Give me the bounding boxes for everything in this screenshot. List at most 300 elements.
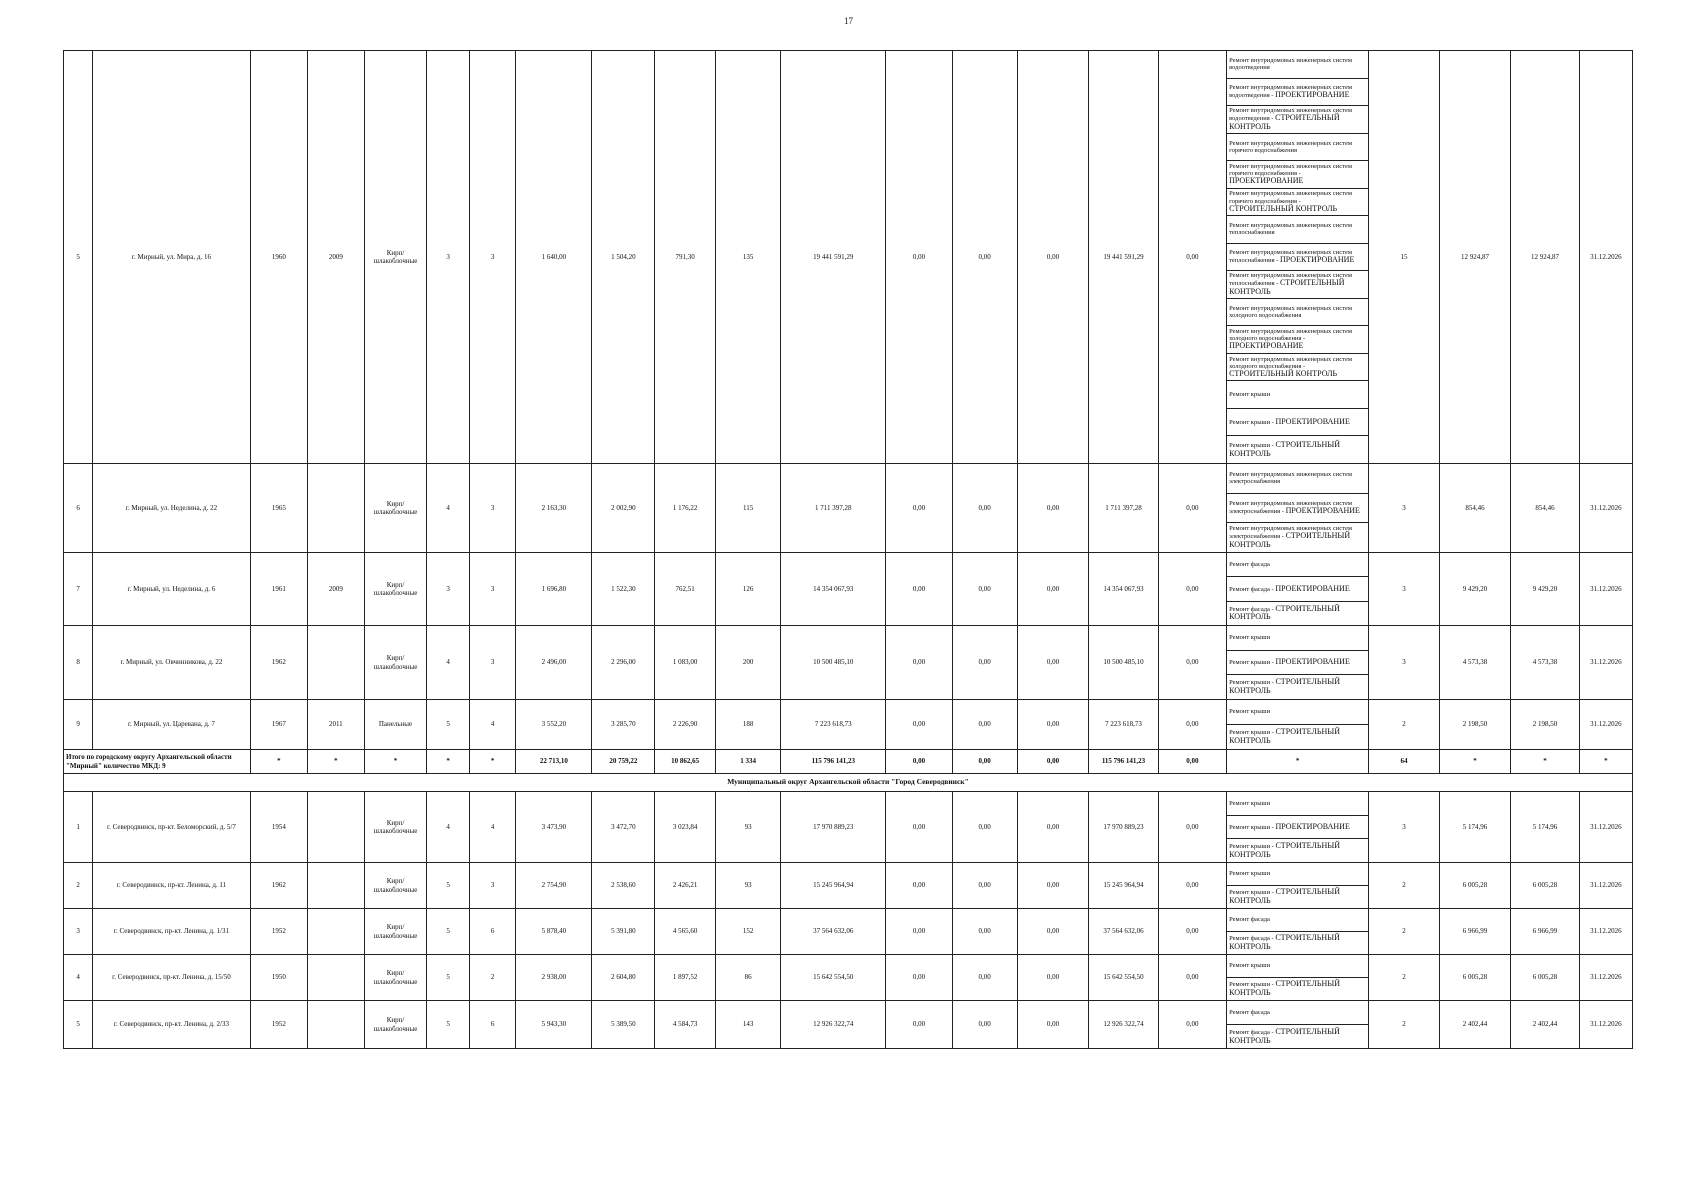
value-cell-s2: 3 472,70 (592, 792, 655, 863)
value-cell-s1: 2 754,90 (516, 863, 592, 909)
value-cell-people: 152 (716, 909, 781, 955)
address-cell: г. Мирный, ул. Царевана, д. 7 (93, 700, 250, 750)
value-cell-people: 86 (716, 955, 781, 1001)
value-cell-en: 6 (469, 1001, 516, 1049)
value-cell-cost: 15 245 964,94 (781, 863, 886, 909)
last-repair-year-cell (308, 1001, 364, 1049)
value-cell-f3: 0,00 (1017, 553, 1089, 626)
value-cell-f5: 0,00 (1158, 1001, 1226, 1049)
work-type-stage: ПРОЕКТИРОВАНИЕ (1285, 506, 1360, 516)
value-cell-f5: 0,00 (1158, 51, 1226, 464)
max-unit-cost-cell: 5 174,96 (1511, 792, 1579, 863)
max-unit-cost-cell: 9 429,20 (1511, 553, 1579, 626)
work-type-item (1227, 932, 1368, 954)
work-type-text: Ремонт фасада (1229, 561, 1270, 569)
work-type-item (1227, 161, 1368, 189)
work-type-item (1227, 354, 1368, 382)
value-cell-en: 2 (469, 955, 516, 1001)
value-cell-cost: 10 500 485,10 (781, 626, 886, 700)
work-type-item (1227, 700, 1368, 725)
value-cell-s2: 1 504,20 (592, 51, 655, 464)
work-type-text: Ремонт внутридомовых инженерных систем электроснабжения - (1229, 500, 1353, 516)
deadline-cell: 31.12.2026 (1579, 909, 1632, 955)
total-star-cell: * (427, 750, 469, 774)
work-type-text: Ремонт крыши (1229, 708, 1271, 716)
work-type-stage: СТРОИТЕЛЬНЫЙ КОНТРОЛЬ (1229, 677, 1341, 696)
work-type-text: Ремонт фасада (1229, 1008, 1270, 1016)
value-cell-cost: 17 970 889,23 (781, 792, 886, 863)
work-type-stage: СТРОИТЕЛЬНЫЙ КОНТРОЛЬ (1229, 727, 1341, 745)
work-type-item (1227, 863, 1368, 886)
work-type-item (1227, 626, 1368, 651)
work-type-item (1227, 816, 1368, 840)
work-type-item (1227, 244, 1368, 272)
work-type-stage: СТРОИТЕЛЬНЫЙ КОНТРОЛЬ (1229, 887, 1341, 905)
value-cell-f2: 0,00 (952, 464, 1017, 553)
work-count-cell: 3 (1369, 792, 1440, 863)
row-number-cell: 7 (64, 553, 93, 626)
work-type-text: Ремонт внутридомовых инженерных систем электроснабжения - (1229, 525, 1353, 541)
build-year-cell: 1967 (250, 700, 308, 750)
work-type-item (1227, 326, 1368, 354)
work-type-text: Ремонт внутридомовых инженерных систем теплоснабжения - (1229, 272, 1353, 288)
value-cell-fl: 4 (427, 626, 469, 700)
work-types-cell (1227, 863, 1369, 909)
total-row (64, 750, 1633, 774)
work-type-item (1227, 51, 1368, 79)
unit-cost-cell: 12 924,87 (1439, 51, 1511, 464)
deadline-cell: 31.12.2026 (1579, 792, 1632, 863)
value-cell-s1: 1 640,00 (516, 51, 592, 464)
value-cell-f1: 0,00 (886, 51, 952, 464)
work-type-text: Ремонт внутридомовых инженерных систем электроснабжения (1229, 471, 1353, 486)
total-star-cell: * (1439, 750, 1511, 774)
unit-cost-cell: 5 174,96 (1439, 792, 1511, 863)
last-repair-year-cell: 2011 (308, 700, 364, 750)
work-type-text: Ремонт внутридомовых инженерных систем горячего водоснабжения - (1229, 190, 1353, 205)
value-cell-f3: 0,00 (1017, 955, 1089, 1001)
unit-cost-cell: 854,46 (1439, 464, 1511, 553)
value-cell-s3: 3 023,84 (655, 792, 716, 863)
work-type-item (1227, 436, 1368, 463)
total-star-cell: * (1511, 750, 1579, 774)
unit-cost-cell: 2 402,44 (1439, 1001, 1511, 1049)
total-star-cell: * (364, 750, 427, 774)
total-value-cell: 20 759,22 (592, 750, 655, 774)
work-type-text: Ремонт внутридомовых инженерных систем горячего водоснабжения (1229, 139, 1353, 154)
unit-cost-cell: 9 429,20 (1439, 553, 1511, 626)
work-type-item (1227, 651, 1368, 676)
work-type-stage: СТРОИТЕЛЬНЫЙ КОНТРОЛЬ (1229, 933, 1340, 951)
last-repair-year-cell (308, 464, 364, 553)
value-cell-f2: 0,00 (952, 909, 1017, 955)
value-cell-f5: 0,00 (1158, 792, 1226, 863)
table-row (64, 553, 1633, 626)
value-cell-fl: 5 (427, 700, 469, 750)
row-number-cell: 5 (64, 51, 93, 464)
last-repair-year-cell: 2009 (308, 553, 364, 626)
work-type-stage: ПРОЕКТИРОВАНИЕ (1229, 341, 1304, 351)
work-types-cell (1227, 700, 1369, 750)
work-type-stage: ПРОЕКТИРОВАНИЕ (1275, 416, 1350, 426)
value-cell-f4: 14 354 067,93 (1089, 553, 1158, 626)
work-type-stage: СТРОИТЕЛЬНЫЙ КОНТРОЛЬ (1229, 979, 1341, 997)
build-year-cell: 1952 (250, 909, 308, 955)
value-cell-s1: 5 878,40 (516, 909, 592, 955)
value-cell-fl: 3 (427, 51, 469, 464)
work-type-stage: ПРОЕКТИРОВАНИЕ (1229, 176, 1304, 186)
value-cell-f5: 0,00 (1158, 553, 1226, 626)
value-cell-f4: 15 245 964,94 (1089, 863, 1158, 909)
value-cell-f4: 1 711 397,28 (1089, 464, 1158, 553)
last-repair-year-cell (308, 863, 364, 909)
work-type-stage: СТРОИТЕЛЬНЫЙ КОНТРОЛЬ (1229, 1026, 1340, 1045)
build-year-cell: 1961 (250, 553, 308, 626)
value-cell-cost: 15 642 554,50 (781, 955, 886, 1001)
value-cell-s2: 2 002,90 (592, 464, 655, 553)
total-star-cell: * (250, 750, 308, 774)
value-cell-f3: 0,00 (1017, 700, 1089, 750)
address-cell: г. Северодвинск, пр-кт. Ленина, д. 1/31 (93, 909, 250, 955)
value-cell-people: 126 (716, 553, 781, 626)
last-repair-year-cell (308, 626, 364, 700)
work-type-stage: СТРОИТЕЛЬНЫЙ КОНТРОЛЬ (1229, 840, 1341, 859)
max-unit-cost-cell: 854,46 (1511, 464, 1579, 553)
max-unit-cost-cell: 6 005,28 (1511, 955, 1579, 1001)
value-cell-f5: 0,00 (1158, 909, 1226, 955)
address-cell: г. Северодвинск, пр-кт. Беломорский, д. 5/7 (93, 792, 250, 863)
value-cell-fl: 5 (427, 909, 469, 955)
value-cell-s1: 2 938,00 (516, 955, 592, 1001)
value-cell-s2: 1 522,30 (592, 553, 655, 626)
max-unit-cost-cell: 6 005,28 (1511, 863, 1579, 909)
work-type-stage: ПРОЕКТИРОВАНИЕ (1279, 255, 1355, 265)
work-type-item (1227, 602, 1368, 625)
row-number-cell: 9 (64, 700, 93, 750)
value-cell-people: 188 (716, 700, 781, 750)
value-cell-s2: 2 604,80 (592, 955, 655, 1001)
repair-program-table (63, 50, 1633, 1049)
unit-cost-cell: 2 198,50 (1439, 700, 1511, 750)
value-cell-s2: 5 391,80 (592, 909, 655, 955)
work-count-cell: 2 (1369, 1001, 1440, 1049)
work-type-item (1227, 299, 1368, 327)
table-row (64, 626, 1633, 700)
value-cell-f4: 19 441 591,29 (1089, 51, 1158, 464)
max-unit-cost-cell: 6 966,99 (1511, 909, 1579, 955)
table-row (64, 955, 1633, 1001)
work-count-cell: 3 (1369, 464, 1440, 553)
table-body (64, 51, 1633, 1049)
value-cell-f3: 0,00 (1017, 1001, 1089, 1049)
value-cell-cost: 19 441 591,29 (781, 51, 886, 464)
work-type-item (1227, 886, 1368, 908)
work-types-cell (1227, 626, 1369, 700)
value-cell-f5: 0,00 (1158, 626, 1226, 700)
value-cell-cost: 7 223 618,73 (781, 700, 886, 750)
work-type-item (1227, 271, 1368, 299)
value-cell-f2: 0,00 (952, 51, 1017, 464)
total-value-cell: 22 713,10 (516, 750, 592, 774)
work-type-text: Ремонт внутридомовых инженерных систем водоотведения - (1229, 83, 1353, 99)
page-number: 17 (844, 16, 853, 26)
work-type-item (1227, 79, 1368, 107)
value-cell-f2: 0,00 (952, 1001, 1017, 1049)
total-star-cell: * (308, 750, 364, 774)
row-number-cell: 5 (64, 1001, 93, 1049)
value-cell-s1: 2 163,30 (516, 464, 592, 553)
value-cell-en: 3 (469, 51, 516, 464)
work-type-stage: ПРОЕКТИРОВАНИЕ (1275, 657, 1350, 667)
value-cell-cost: 1 711 397,28 (781, 464, 886, 553)
value-cell-s1: 3 552,20 (516, 700, 592, 750)
value-cell-people: 93 (716, 863, 781, 909)
work-type-item (1227, 134, 1368, 162)
row-number-cell: 8 (64, 626, 93, 700)
work-type-text: Ремонт фасада - (1229, 1028, 1276, 1036)
total-value-cell: 0,00 (886, 750, 952, 774)
deadline-cell: 31.12.2026 (1579, 955, 1632, 1001)
total-value-cell: 115 796 141,23 (1089, 750, 1158, 774)
value-cell-people: 143 (716, 1001, 781, 1049)
value-cell-f5: 0,00 (1158, 700, 1226, 750)
work-type-text: Ремонт фасада (1229, 916, 1270, 924)
work-type-text: Ремонт внутридомовых инженерных систем горячего водоснабжения - (1229, 162, 1353, 178)
value-cell-f1: 0,00 (886, 700, 952, 750)
deadline-cell: 31.12.2026 (1579, 863, 1632, 909)
work-type-stage: СТРОИТЕЛЬНЫЙ КОНТРОЛЬ (1229, 531, 1351, 550)
value-cell-f1: 0,00 (886, 553, 952, 626)
table-row (64, 700, 1633, 750)
total-value-cell: 0,00 (952, 750, 1017, 774)
table-row (64, 863, 1633, 909)
value-cell-s3: 2 226,90 (655, 700, 716, 750)
work-type-item (1227, 106, 1368, 134)
wall-material-cell: Кирп/ шлакоблочные (364, 51, 427, 464)
work-type-text: Ремонт крыши (1229, 634, 1271, 642)
value-cell-s3: 4 565,60 (655, 909, 716, 955)
value-cell-fl: 5 (427, 955, 469, 1001)
work-type-stage: ПРОЕКТИРОВАНИЕ (1275, 583, 1350, 593)
value-cell-f4: 15 642 554,50 (1089, 955, 1158, 1001)
value-cell-f5: 0,00 (1158, 464, 1226, 553)
address-cell: г. Северодвинск, пр-кт. Ленина, д. 2/33 (93, 1001, 250, 1049)
work-count-cell: 3 (1369, 626, 1440, 700)
work-type-text: Ремонт крыши - (1229, 659, 1276, 667)
value-cell-cost: 12 926 322,74 (781, 1001, 886, 1049)
work-count-cell: 2 (1369, 863, 1440, 909)
table-row (64, 1001, 1633, 1049)
value-cell-people: 115 (716, 464, 781, 553)
work-types-cell (1227, 464, 1369, 553)
value-cell-f1: 0,00 (886, 1001, 952, 1049)
wall-material-cell: Панельные (364, 700, 427, 750)
work-type-item (1227, 494, 1368, 524)
value-cell-s2: 2 296,00 (592, 626, 655, 700)
work-type-stage: ПРОЕКТИРОВАНИЕ (1275, 89, 1350, 99)
value-cell-f1: 0,00 (886, 626, 952, 700)
value-cell-en: 3 (469, 626, 516, 700)
build-year-cell: 1954 (250, 792, 308, 863)
work-type-item (1227, 839, 1368, 862)
row-number-cell: 4 (64, 955, 93, 1001)
value-cell-f4: 7 223 618,73 (1089, 700, 1158, 750)
address-cell: г. Мирный, ул. Овчинникова, д. 22 (93, 626, 250, 700)
work-types-cell (1227, 1001, 1369, 1049)
work-type-text: Ремонт крыши - (1229, 441, 1276, 449)
value-cell-people: 200 (716, 626, 781, 700)
address-cell: г. Мирный, ул. Неделина, д. 22 (93, 464, 250, 553)
value-cell-cost: 37 564 632,06 (781, 909, 886, 955)
value-cell-f3: 0,00 (1017, 909, 1089, 955)
work-type-item (1227, 381, 1368, 409)
value-cell-s3: 762,51 (655, 553, 716, 626)
work-type-text: Ремонт внутридомовых инженерных систем теплоснабжения - (1229, 249, 1353, 265)
value-cell-f5: 0,00 (1158, 863, 1226, 909)
work-type-text: Ремонт крыши - (1229, 981, 1276, 989)
value-cell-s1: 5 943,30 (516, 1001, 592, 1049)
work-type-text: Ремонт крыши (1229, 870, 1271, 878)
work-type-stage: СТРОИТЕЛЬНЫЙ КОНТРОЛЬ (1229, 439, 1341, 458)
work-type-item (1227, 216, 1368, 244)
work-type-stage: СТРОИТЕЛЬНЫЙ КОНТРОЛЬ (1229, 278, 1345, 297)
work-type-stage: СТРОИТЕЛЬНЫЙ КОНТРОЛЬ (1229, 368, 1338, 378)
wall-material-cell: Кирп/ шлакоблочные (364, 626, 427, 700)
work-type-item (1227, 725, 1368, 749)
work-types-cell (1227, 51, 1369, 464)
address-cell: г. Мирный, ул. Мира, д. 16 (93, 51, 250, 464)
work-type-text: Ремонт крыши (1229, 962, 1271, 970)
unit-cost-cell: 6 005,28 (1439, 863, 1511, 909)
wall-material-cell: Кирп/ шлакоблочные (364, 955, 427, 1001)
work-type-item (1227, 553, 1368, 577)
value-cell-f1: 0,00 (886, 955, 952, 1001)
value-cell-fl: 4 (427, 792, 469, 863)
work-type-item (1227, 1001, 1368, 1025)
address-cell: г. Мирный, ул. Неделина, д. 6 (93, 553, 250, 626)
value-cell-s2: 3 285,70 (592, 700, 655, 750)
table-row (64, 464, 1633, 553)
table-row (64, 909, 1633, 955)
work-count-cell: 2 (1369, 700, 1440, 750)
work-type-text: Ремонт крыши - (1229, 729, 1276, 737)
value-cell-people: 135 (716, 51, 781, 464)
value-cell-fl: 5 (427, 863, 469, 909)
value-cell-fl: 4 (427, 464, 469, 553)
total-count-cell: 64 (1369, 750, 1440, 774)
value-cell-en: 3 (469, 464, 516, 553)
deadline-cell: 31.12.2026 (1579, 1001, 1632, 1049)
value-cell-f3: 0,00 (1017, 626, 1089, 700)
total-value-cell: 1 334 (716, 750, 781, 774)
max-unit-cost-cell: 2 198,50 (1511, 700, 1579, 750)
work-type-text: Ремонт внутридомовых инженерных систем водоотведения (1229, 57, 1353, 72)
value-cell-s3: 4 584,73 (655, 1001, 716, 1049)
value-cell-en: 4 (469, 700, 516, 750)
row-number-cell: 2 (64, 863, 93, 909)
value-cell-s2: 2 538,60 (592, 863, 655, 909)
value-cell-f3: 0,00 (1017, 51, 1089, 464)
work-type-item (1227, 577, 1368, 601)
wall-material-cell: Кирп/ шлакоблочные (364, 909, 427, 955)
work-type-text: Ремонт фасада - (1229, 605, 1276, 613)
last-repair-year-cell (308, 792, 364, 863)
work-types-cell (1227, 553, 1369, 626)
work-types-cell (1227, 909, 1369, 955)
total-star-cell: * (469, 750, 516, 774)
work-count-cell: 3 (1369, 553, 1440, 626)
max-unit-cost-cell: 2 402,44 (1511, 1001, 1579, 1049)
work-types-cell (1227, 792, 1369, 863)
section-title: Муниципальный округ Архангельской области "Город Северодвинск" (64, 774, 1633, 792)
value-cell-s1: 2 496,00 (516, 626, 592, 700)
value-cell-f1: 0,00 (886, 464, 952, 553)
value-cell-f3: 0,00 (1017, 863, 1089, 909)
unit-cost-cell: 6 966,99 (1439, 909, 1511, 955)
value-cell-en: 4 (469, 792, 516, 863)
address-cell: г. Северодвинск, пр-кт. Ленина, д. 11 (93, 863, 250, 909)
value-cell-s3: 1 176,22 (655, 464, 716, 553)
total-star-cell: * (1579, 750, 1632, 774)
total-label-cell: Итого по городскому округу Архангельской области "Мирный" количество МКД: 9 (64, 750, 251, 774)
work-count-cell: 2 (1369, 909, 1440, 955)
total-value-cell: 115 796 141,23 (781, 750, 886, 774)
work-type-item (1227, 409, 1368, 437)
row-number-cell: 3 (64, 909, 93, 955)
work-type-item (1227, 955, 1368, 978)
value-cell-s1: 1 696,80 (516, 553, 592, 626)
deadline-cell: 31.12.2026 (1579, 51, 1632, 464)
wall-material-cell: Кирп/ шлакоблочные (364, 464, 427, 553)
work-type-text: Ремонт внутридомовых инженерных систем холодного водоснабжения - (1229, 328, 1353, 343)
max-unit-cost-cell: 12 924,87 (1511, 51, 1579, 464)
work-count-cell: 15 (1369, 51, 1440, 464)
unit-cost-cell: 4 573,38 (1439, 626, 1511, 700)
value-cell-s1: 3 473,90 (516, 792, 592, 863)
value-cell-f4: 10 500 485,10 (1089, 626, 1158, 700)
value-cell-f2: 0,00 (952, 955, 1017, 1001)
last-repair-year-cell (308, 909, 364, 955)
work-type-stage: ПРОЕКТИРОВАНИЕ (1275, 821, 1350, 831)
value-cell-f5: 0,00 (1158, 955, 1226, 1001)
wall-material-cell: Кирп/ шлакоблочные (364, 553, 427, 626)
build-year-cell: 1960 (250, 51, 308, 464)
work-type-text: Ремонт крыши - (1229, 418, 1276, 426)
value-cell-f2: 0,00 (952, 792, 1017, 863)
value-cell-fl: 3 (427, 553, 469, 626)
work-type-text: Ремонт крыши - (1229, 823, 1276, 831)
work-type-item (1227, 792, 1368, 816)
total-value-cell: 10 862,65 (655, 750, 716, 774)
work-type-item (1227, 523, 1368, 552)
deadline-cell: 31.12.2026 (1579, 464, 1632, 553)
value-cell-f3: 0,00 (1017, 464, 1089, 553)
build-year-cell: 1965 (250, 464, 308, 553)
work-type-text: Ремонт крыши (1229, 799, 1271, 807)
work-type-item (1227, 675, 1368, 699)
work-type-item (1227, 909, 1368, 932)
work-type-item (1227, 978, 1368, 1000)
max-unit-cost-cell: 4 573,38 (1511, 626, 1579, 700)
deadline-cell: 31.12.2026 (1579, 626, 1632, 700)
unit-cost-cell: 6 005,28 (1439, 955, 1511, 1001)
value-cell-f2: 0,00 (952, 626, 1017, 700)
total-star-cell: * (1227, 750, 1369, 774)
value-cell-people: 93 (716, 792, 781, 863)
value-cell-f3: 0,00 (1017, 792, 1089, 863)
address-cell: г. Северодвинск, пр-кт. Ленина, д. 15/50 (93, 955, 250, 1001)
build-year-cell: 1950 (250, 955, 308, 1001)
